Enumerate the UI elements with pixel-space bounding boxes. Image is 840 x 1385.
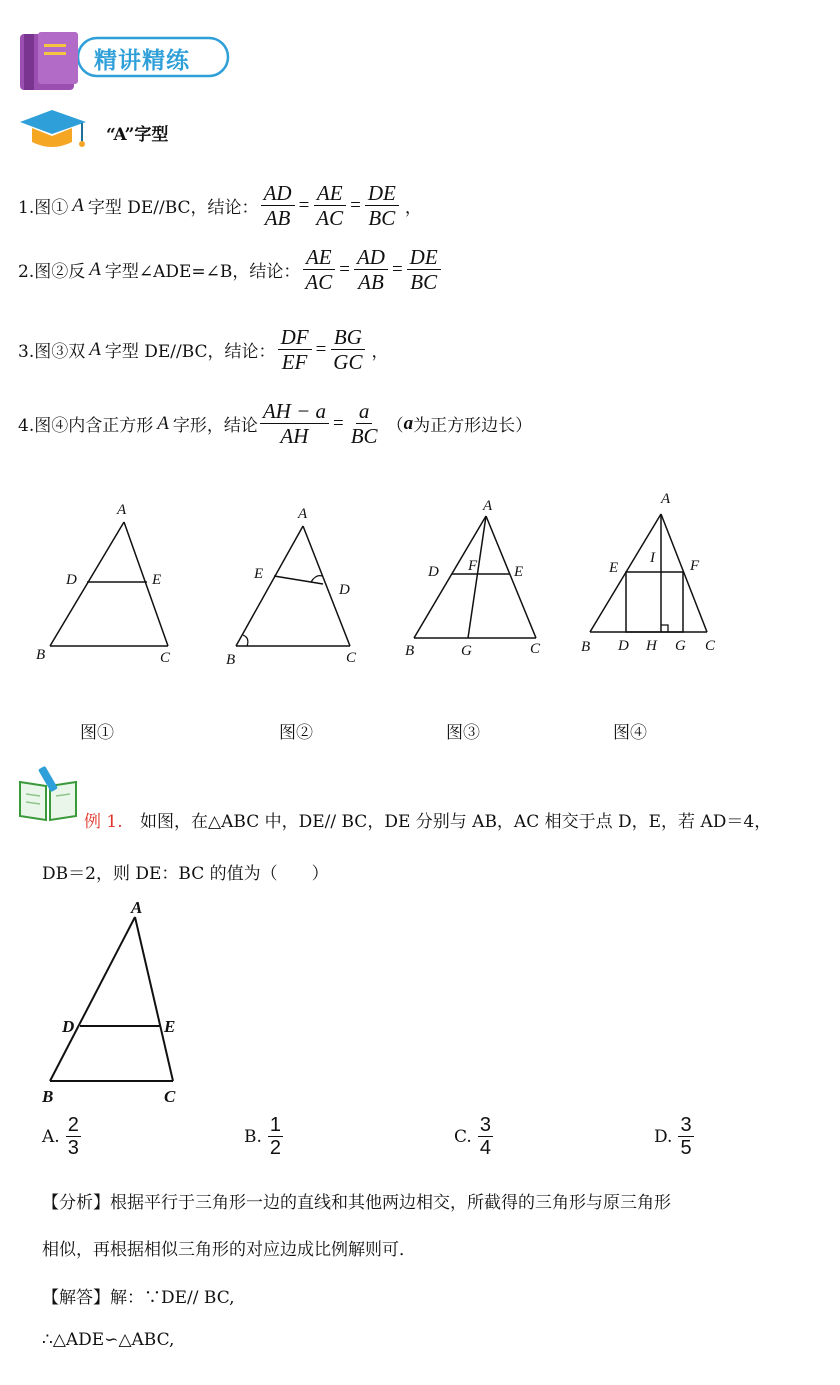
conclusion-prefix: 3.图③双	[18, 342, 86, 363]
point-label: I	[650, 550, 655, 566]
conclusion-prefix: 1.图①	[18, 198, 69, 219]
numerator: 1	[269, 1114, 282, 1136]
graduation-cap-icon	[18, 108, 88, 156]
point-label: B	[42, 1087, 54, 1106]
figure-2	[226, 506, 357, 668]
figure-3-caption: 图③	[446, 723, 480, 743]
fraction	[407, 246, 441, 293]
solution-line-2: ∴△ADE∽△ABC,	[42, 1330, 175, 1350]
denominator: AB	[358, 270, 384, 295]
option-a[interactable]	[42, 1114, 81, 1159]
denominator: 4	[479, 1137, 491, 1159]
letter-a: A	[72, 194, 84, 216]
denominator: 3	[67, 1137, 79, 1159]
letter-a: A	[157, 412, 169, 434]
point-label: F	[690, 558, 700, 574]
option-fraction	[66, 1114, 81, 1159]
equals-sign: =	[350, 194, 361, 216]
fraction	[260, 400, 329, 447]
point-label: D	[618, 638, 629, 654]
numerator: AE	[303, 246, 335, 270]
equals-sign: =	[298, 194, 310, 216]
point-label: C	[164, 1087, 176, 1106]
numerator: DE	[407, 246, 441, 270]
denominator: BC	[410, 270, 438, 295]
point-label: A	[131, 898, 143, 917]
numerator: DF	[278, 326, 312, 350]
figures-row	[0, 480, 840, 680]
example-figure	[30, 895, 200, 1110]
denominator: 2	[269, 1137, 282, 1159]
denominator: 5	[680, 1137, 692, 1159]
conclusion-suffix: ，	[371, 342, 389, 363]
figure-4	[581, 491, 716, 655]
point-label: E	[254, 566, 264, 582]
letter-a: A	[89, 258, 101, 280]
option-fraction	[678, 1114, 693, 1159]
figure-4-caption: 图④	[613, 723, 647, 743]
option-letter: C.	[454, 1126, 472, 1147]
conclusion-prefix: 4.图④内含正方形	[18, 416, 154, 437]
option-d[interactable]	[654, 1114, 694, 1159]
equals-sign: =	[339, 258, 350, 280]
point-label: B	[36, 647, 46, 663]
point-label: B	[581, 639, 591, 655]
numerator: AD	[354, 246, 388, 270]
fraction	[313, 182, 346, 229]
point-label: C	[705, 638, 716, 654]
point-label: E	[514, 564, 524, 580]
fraction	[365, 182, 399, 229]
point-label: D	[62, 1017, 75, 1036]
note-text: 为正方形边长）	[413, 416, 533, 437]
analysis-line-1: 【分析】根据平行于三角形一边的直线和其他两边相交，所截得的三角形与原三角形	[42, 1193, 671, 1213]
fraction	[302, 246, 335, 293]
equals-sign: =	[315, 338, 327, 360]
example-text-2: DB＝2，则 DE：BC 的值为（ ）	[42, 864, 329, 884]
section-heading	[18, 108, 318, 156]
numerator: AH − a	[260, 400, 329, 424]
conclusion-middle: 字型 DE//BC，结论：	[87, 198, 259, 219]
denominator: BC	[350, 424, 378, 449]
option-letter: A.	[42, 1126, 60, 1147]
conclusion-suffix: （	[386, 416, 404, 437]
figure-2-caption: 图②	[279, 723, 313, 743]
solution-line-1: 【解答】解：∵DE// BC,	[42, 1288, 235, 1308]
conclusion-middle: 字形，结论	[172, 416, 258, 437]
fraction	[354, 246, 388, 293]
fraction	[348, 400, 381, 447]
conclusion-line	[18, 182, 422, 229]
figure-1-caption: 图①	[80, 723, 114, 743]
point-label: D	[339, 582, 350, 598]
point-label: D	[428, 564, 439, 580]
point-label: C	[160, 650, 171, 666]
conclusion-middle: 字型∠ADE=∠B，结论：	[104, 262, 301, 283]
point-label: C	[346, 650, 357, 666]
example-label: 例 1.	[84, 812, 123, 832]
point-label: E	[152, 572, 162, 588]
option-fraction	[478, 1114, 493, 1159]
point-label: A	[483, 498, 493, 514]
numerator: AD	[261, 182, 295, 206]
note-variable: a	[403, 412, 414, 434]
conclusion-middle: 字型 DE//BC，结论：	[104, 342, 276, 363]
option-letter: D.	[654, 1126, 673, 1147]
point-label: G	[675, 638, 686, 654]
point-label: E	[164, 1017, 176, 1036]
conclusion-line	[18, 400, 532, 447]
numerator: a	[356, 400, 373, 424]
numerator: AE	[314, 182, 346, 206]
point-label: A	[298, 506, 308, 522]
option-fraction	[268, 1114, 283, 1159]
point-label: A	[661, 491, 671, 507]
denominator: BC	[368, 206, 396, 231]
conclusion-suffix: ，	[404, 198, 422, 219]
numerator: 2	[67, 1114, 79, 1136]
point-label: E	[609, 560, 619, 576]
open-book-pencil-icon	[16, 764, 82, 824]
point-label: H	[646, 638, 657, 654]
equals-sign: =	[391, 258, 403, 280]
numerator: 3	[680, 1114, 692, 1136]
point-label: B	[226, 652, 236, 668]
numerator: DE	[365, 182, 399, 206]
analysis-line-2: 相似，再根据相似三角形的对应边成比例解则可．	[42, 1240, 416, 1260]
numerator: BG	[331, 326, 365, 350]
conclusion-line	[18, 326, 388, 373]
option-c[interactable]	[454, 1114, 493, 1159]
conclusion-line	[18, 246, 447, 293]
fraction	[330, 326, 365, 373]
option-b[interactable]	[244, 1114, 283, 1159]
example-question-line: 如图，在△ABC 中，DE// BC，DE 分别与 AB，AC 相交于点 D，E，若 AD＝4，	[140, 812, 772, 832]
page-title: 精讲精练	[94, 48, 190, 74]
denominator: GC	[333, 350, 363, 375]
option-letter: B.	[244, 1126, 262, 1147]
fraction	[261, 182, 295, 229]
denominator: EF	[281, 350, 308, 375]
numerator: 3	[479, 1114, 491, 1136]
denominator: AB	[264, 206, 291, 231]
letter-a: A	[89, 338, 101, 360]
point-label: B	[405, 643, 415, 659]
example-text-1	[84, 807, 771, 832]
point-label: G	[461, 643, 472, 659]
denominator: AC	[305, 270, 333, 295]
header-badge	[16, 28, 231, 92]
figure-3	[405, 498, 541, 659]
conclusion-prefix: 2.图②反	[18, 262, 86, 283]
point-label: C	[530, 641, 541, 657]
denominator: AH	[280, 424, 309, 449]
fraction	[278, 326, 312, 373]
point-label: F	[468, 558, 478, 574]
figure-1	[36, 502, 171, 666]
denominator: AC	[316, 206, 344, 231]
point-label: A	[117, 502, 127, 518]
point-label: D	[66, 572, 77, 588]
section-title: “A”字型	[106, 125, 169, 145]
equals-sign: =	[333, 412, 344, 434]
